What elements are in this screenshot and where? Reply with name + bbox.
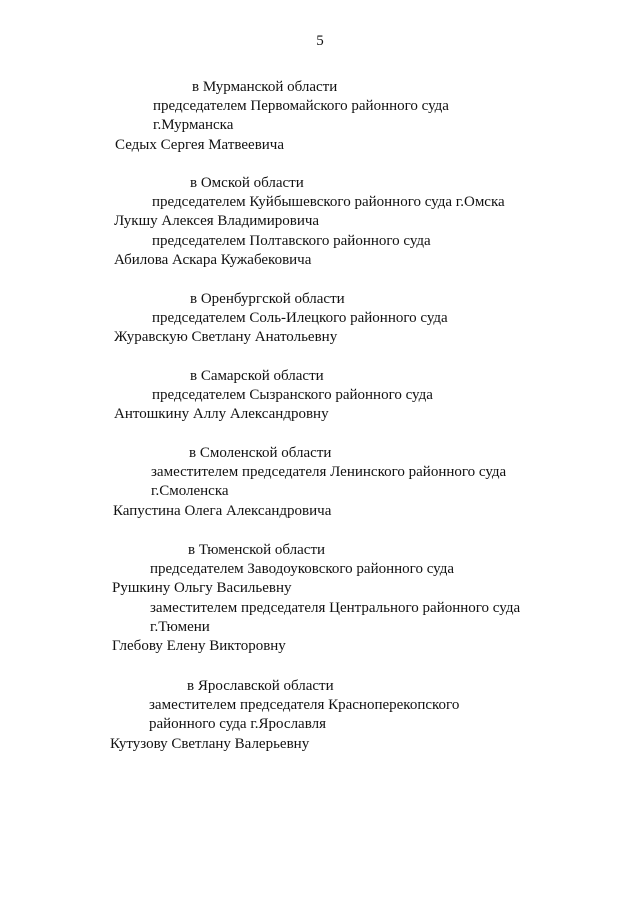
person-name: Лукшу Алексея Владимировича [114,213,320,229]
position-line: председателем Первомайского районного суда [153,98,449,114]
position-line: г.Тюмени [150,619,210,635]
region-heading: в Мурманской области [192,79,338,95]
position-line: председателем Сызранского районного суда [152,387,433,403]
position-line: председателем Полтавского районного суда [152,233,431,249]
region-heading: в Смоленской области [189,445,332,461]
position-line: председателем Куйбышевского районного суда г.Омска [152,194,505,210]
position-line: председателем Соль-Илецкого районного суда [152,310,448,326]
position-line: заместителем председателя Ленинского районного суда [151,464,507,480]
position-line: заместителем председателя Центрального районного суда [150,600,521,616]
position-line: председателем Заводоуковского районного суда [150,561,455,577]
person-name: Журавскую Светлану Анатольевну [114,329,338,345]
position-line: районного суда г.Ярославля [149,716,326,732]
region-heading: в Оренбургской области [190,291,345,307]
region-heading: в Ярославской области [187,678,334,694]
region-heading: в Самарской области [190,368,324,384]
person-name: Глебову Елену Викторовну [112,638,286,654]
region-heading: в Тюменской области [188,542,326,558]
position-line: г.Мурманска [153,117,234,133]
person-name: Антошкину Аллу Александровну [114,406,329,422]
person-name: Абилова Аскара Кужабековича [114,252,312,268]
person-name: Кутузову Светлану Валерьевну [110,736,310,752]
person-name: Капустина Олега Александровича [113,503,332,519]
page-number: 5 [316,33,324,49]
position-line: заместителем председателя Красноперекопского [149,697,460,713]
person-name: Рушкину Ольгу Васильевну [112,580,292,596]
person-name: Седых Сергея Матвеевича [115,137,284,153]
region-heading: в Омской области [190,175,304,191]
position-line: г.Смоленска [151,483,229,499]
